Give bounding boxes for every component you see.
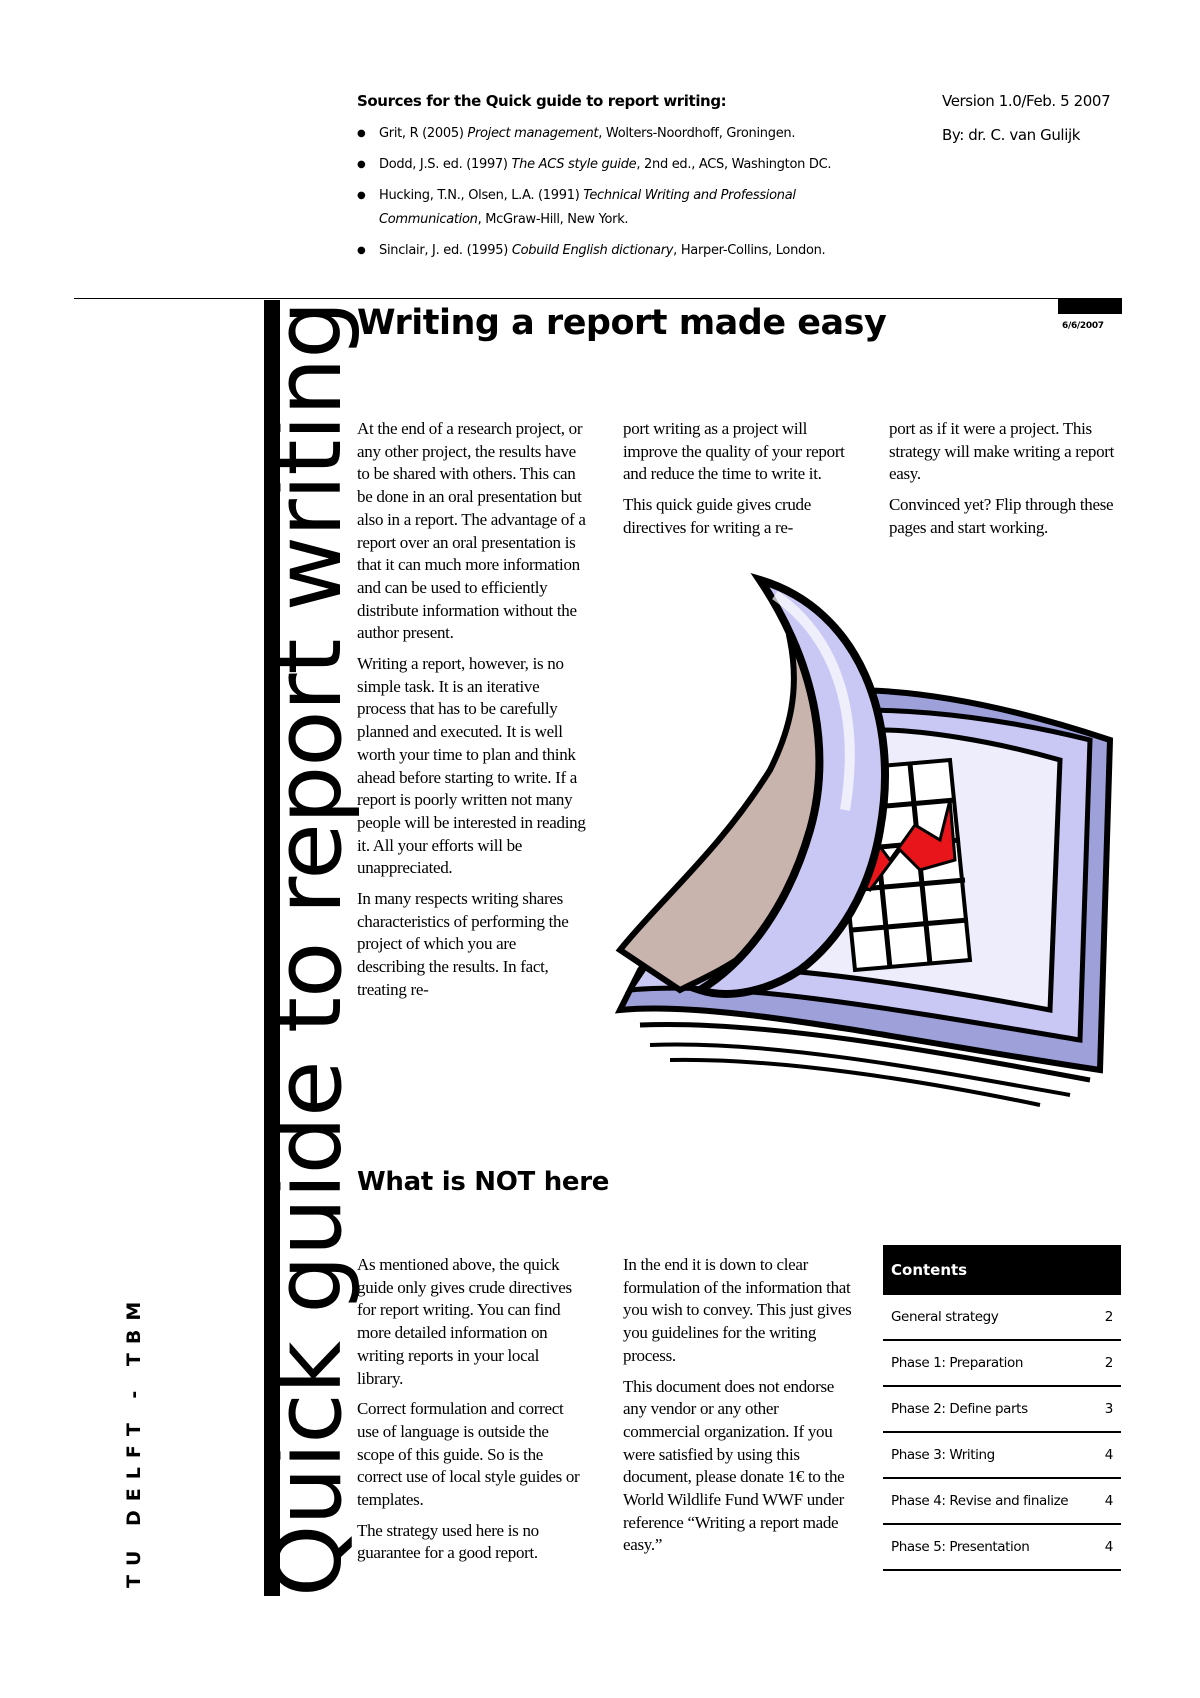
contents-row-label: Phase 3: Writing xyxy=(891,1447,995,1463)
header-tab-block xyxy=(1058,298,1122,314)
contents-row-page: 4 xyxy=(1104,1493,1113,1509)
notes-column-2 xyxy=(623,1254,853,1565)
contents-row-page: 3 xyxy=(1104,1401,1113,1417)
paragraph: Correct formulation and correct use of language is outside the scope of this guide. So is the correct use of local style guides or templates. xyxy=(357,1399,580,1510)
paragraph: Convinced yet? Flip through these pages and start working. xyxy=(889,495,1114,537)
document-meta xyxy=(942,92,1142,160)
paragraph: Writing a report, however, is no simple task. It is an iterative process that has to be carefully planned and executed. It is well worth your time to plan and think ahead before starting to write. If a report is poorly written not many people will be interested in reading it. All your efforts will be unappreciated. xyxy=(357,654,586,878)
contents-header: Contents xyxy=(883,1245,1121,1295)
contents-row[interactable] xyxy=(883,1479,1121,1525)
contents-row-label: Phase 4: Revise and finalize xyxy=(891,1493,1069,1509)
paragraph: This document does not endorse any vendor or any other commercial organization. If you were satisfied by using this document, please donate 1€ to the World Wildlife Fund WWF under reference “Writing a report made easy.” xyxy=(623,1376,845,1555)
version-label: Version 1.0/Feb. 5 2007 xyxy=(942,92,1111,110)
document-title: Quick guide to report writing xyxy=(255,301,362,1597)
report-clipart-icon xyxy=(600,570,1120,1130)
contents-row-page: 2 xyxy=(1104,1309,1113,1325)
contents-row[interactable] xyxy=(883,1295,1121,1341)
intro-column-2 xyxy=(623,418,853,548)
contents-row-page: 4 xyxy=(1104,1447,1113,1463)
contents-box xyxy=(883,1245,1121,1571)
intro-column-3 xyxy=(889,418,1129,548)
notes-column-1 xyxy=(357,1254,587,1573)
source-item: ● Grit, R (2005) Project management, Wolters-Noordhoff, Groningen. xyxy=(357,122,877,146)
contents-row[interactable] xyxy=(883,1525,1121,1571)
contents-row-label: General strategy xyxy=(891,1309,999,1325)
source-item: ● Dodd, J.S. ed. (1997) The ACS style guide, 2nd ed., ACS, Washington DC. xyxy=(357,153,877,177)
sources-list xyxy=(357,122,877,263)
paragraph: As mentioned above, the quick guide only gives crude directives for report writing. You can find more detailed information on writing reports in your local library. xyxy=(357,1255,572,1388)
paragraph: In many respects writing shares characteristics of performing the project of which you are describing the results. In fact, treating re- xyxy=(357,889,569,999)
contents-row[interactable] xyxy=(883,1387,1121,1433)
contents-row[interactable] xyxy=(883,1341,1121,1387)
contents-row-label: Phase 5: Presentation xyxy=(891,1539,1030,1555)
paragraph: port as if it were a project. This strategy will make writing a report easy. xyxy=(889,419,1115,484)
source-item: ● Sinclair, J. ed. (1995) Cobuild English dictionary, Harper-Collins, London. xyxy=(357,239,877,263)
contents-row-label: Phase 1: Preparation xyxy=(891,1355,1024,1371)
paragraph: In the end it is down to clear formulation of the information that you wish to convey. This just gives you guidelines for the writing process. xyxy=(623,1255,852,1365)
main-heading: Writing a report made easy xyxy=(357,303,887,343)
source-item: ● Hucking, T.N., Olsen, L.A. (1991) Technical Writing and Professional Communication, McGraw-Hill, New York. xyxy=(357,184,877,232)
contents-row[interactable] xyxy=(883,1433,1121,1479)
sources-title: Sources for the Quick guide to report writing: xyxy=(357,92,727,110)
intro-column-1 xyxy=(357,418,587,1010)
institution-label: TU DELFT - TBM xyxy=(123,1292,145,1588)
paragraph: This quick guide gives crude directives for writing a re- xyxy=(623,495,811,537)
contents-row-label: Phase 2: Define parts xyxy=(891,1401,1028,1417)
top-divider xyxy=(74,298,1122,299)
author-label: By: dr. C. van Gulijk xyxy=(942,126,1081,144)
paragraph: At the end of a research project, or any other project, the results have to be shared with others. This can be done in an oral presentation but also in a report. The advantage of a report over an oral presentation is that it can much more information and can be used to efficiently distribute information without the author present. xyxy=(357,419,586,643)
contents-row-page: 2 xyxy=(1104,1355,1113,1371)
date-label: 6/6/2007 xyxy=(1062,321,1104,331)
contents-row-page: 4 xyxy=(1104,1539,1113,1555)
sources-block xyxy=(357,92,877,270)
paragraph: The strategy used here is no guarantee for a good report. xyxy=(357,1520,539,1563)
paragraph: port writing as a project will improve the quality of your report and reduce the time to write it. xyxy=(623,419,845,484)
sub-heading: What is NOT here xyxy=(357,1167,610,1197)
